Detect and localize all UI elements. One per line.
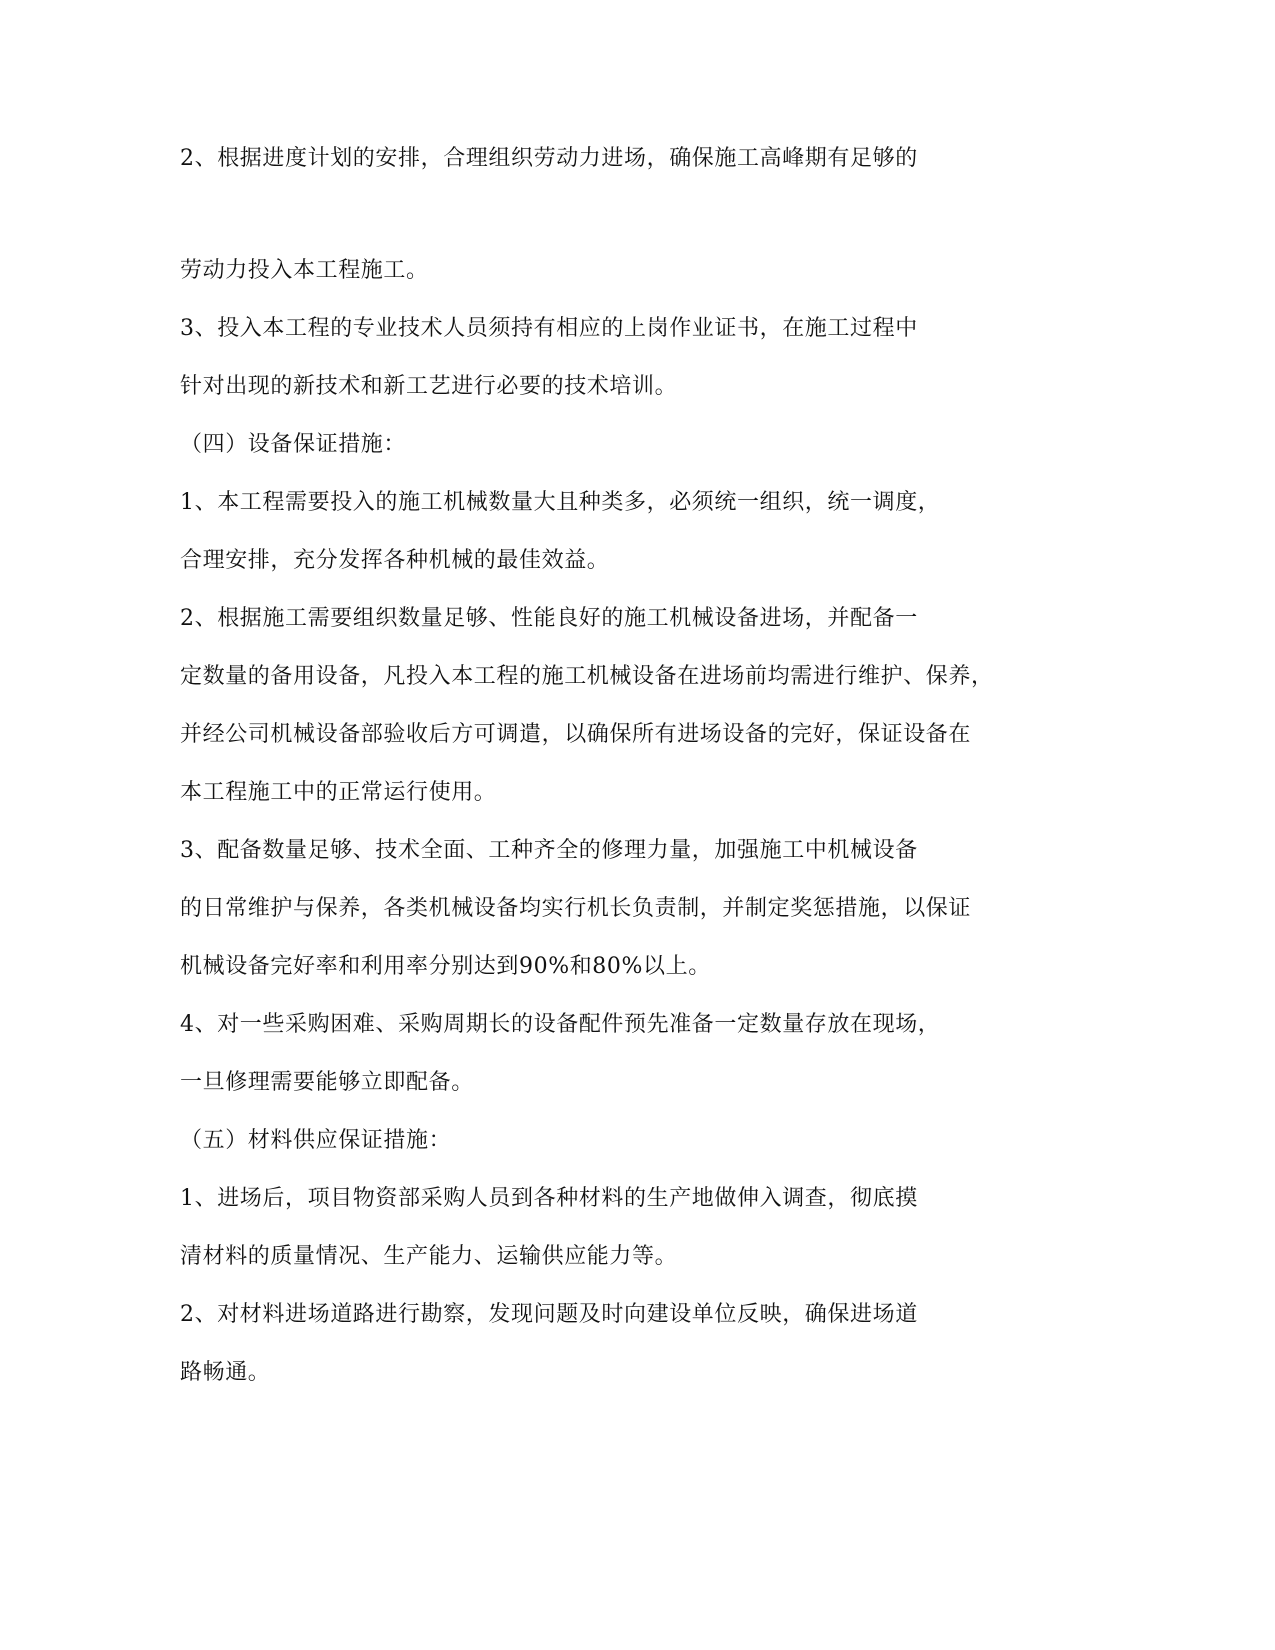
paragraph-line: 3、投入本工程的专业技术人员须持有相应的上岗作业证书，在施工过程中 [180, 316, 918, 341]
paragraph-line: 机械设备完好率和利用率分别达到90%和80%以上。 [180, 954, 711, 979]
paragraph-line: 3、配备数量足够、技术全面、工种齐全的修理力量，加强施工中机械设备 [180, 838, 918, 863]
paragraph-line: 定数量的备用设备，凡投入本工程的施工机械设备在进场前均需进行维护、保养， [180, 664, 994, 689]
paragraph-line: 清材料的质量情况、生产能力、运输供应能力等。 [180, 1244, 678, 1269]
paragraph-line: 路畅通。 [180, 1360, 271, 1385]
paragraph-line: 1、进场后，项目物资部采购人员到各种材料的生产地做伸入调查，彻底摸 [180, 1186, 918, 1211]
paragraph-line: 并经公司机械设备部验收后方可调遣，以确保所有进场设备的完好，保证设备在 [180, 722, 972, 747]
section-heading: （五）材料供应保证措施： [180, 1128, 452, 1153]
paragraph-line: 2、根据施工需要组织数量足够、性能良好的施工机械设备进场，并配备一 [180, 606, 918, 631]
paragraph-line: 本工程施工中的正常运行使用。 [180, 780, 497, 805]
paragraph-line: 2、对材料进场道路进行勘察，发现问题及时向建设单位反映，确保进场道 [180, 1302, 918, 1327]
paragraph-line: 合理安排，充分发挥各种机械的最佳效益。 [180, 548, 610, 573]
paragraph-line: 劳动力投入本工程施工。 [180, 258, 429, 283]
paragraph-line: 1、本工程需要投入的施工机械数量大且种类多，必须统一组织，统一调度， [180, 490, 941, 515]
paragraph-line: 针对出现的新技术和新工艺进行必要的技术培训。 [180, 374, 678, 399]
paragraph-line: 的日常维护与保养，各类机械设备均实行机长负责制，并制定奖惩措施，以保证 [180, 896, 972, 921]
paragraph-line: 4、对一些采购困难、采购周期长的设备配件预先准备一定数量存放在现场， [180, 1012, 941, 1037]
paragraph-line: 一旦修理需要能够立即配备。 [180, 1070, 474, 1095]
section-heading: （四）设备保证措施： [180, 432, 407, 457]
paragraph-line: 2、根据进度计划的安排，合理组织劳动力进场，确保施工高峰期有足够的 [180, 146, 918, 171]
